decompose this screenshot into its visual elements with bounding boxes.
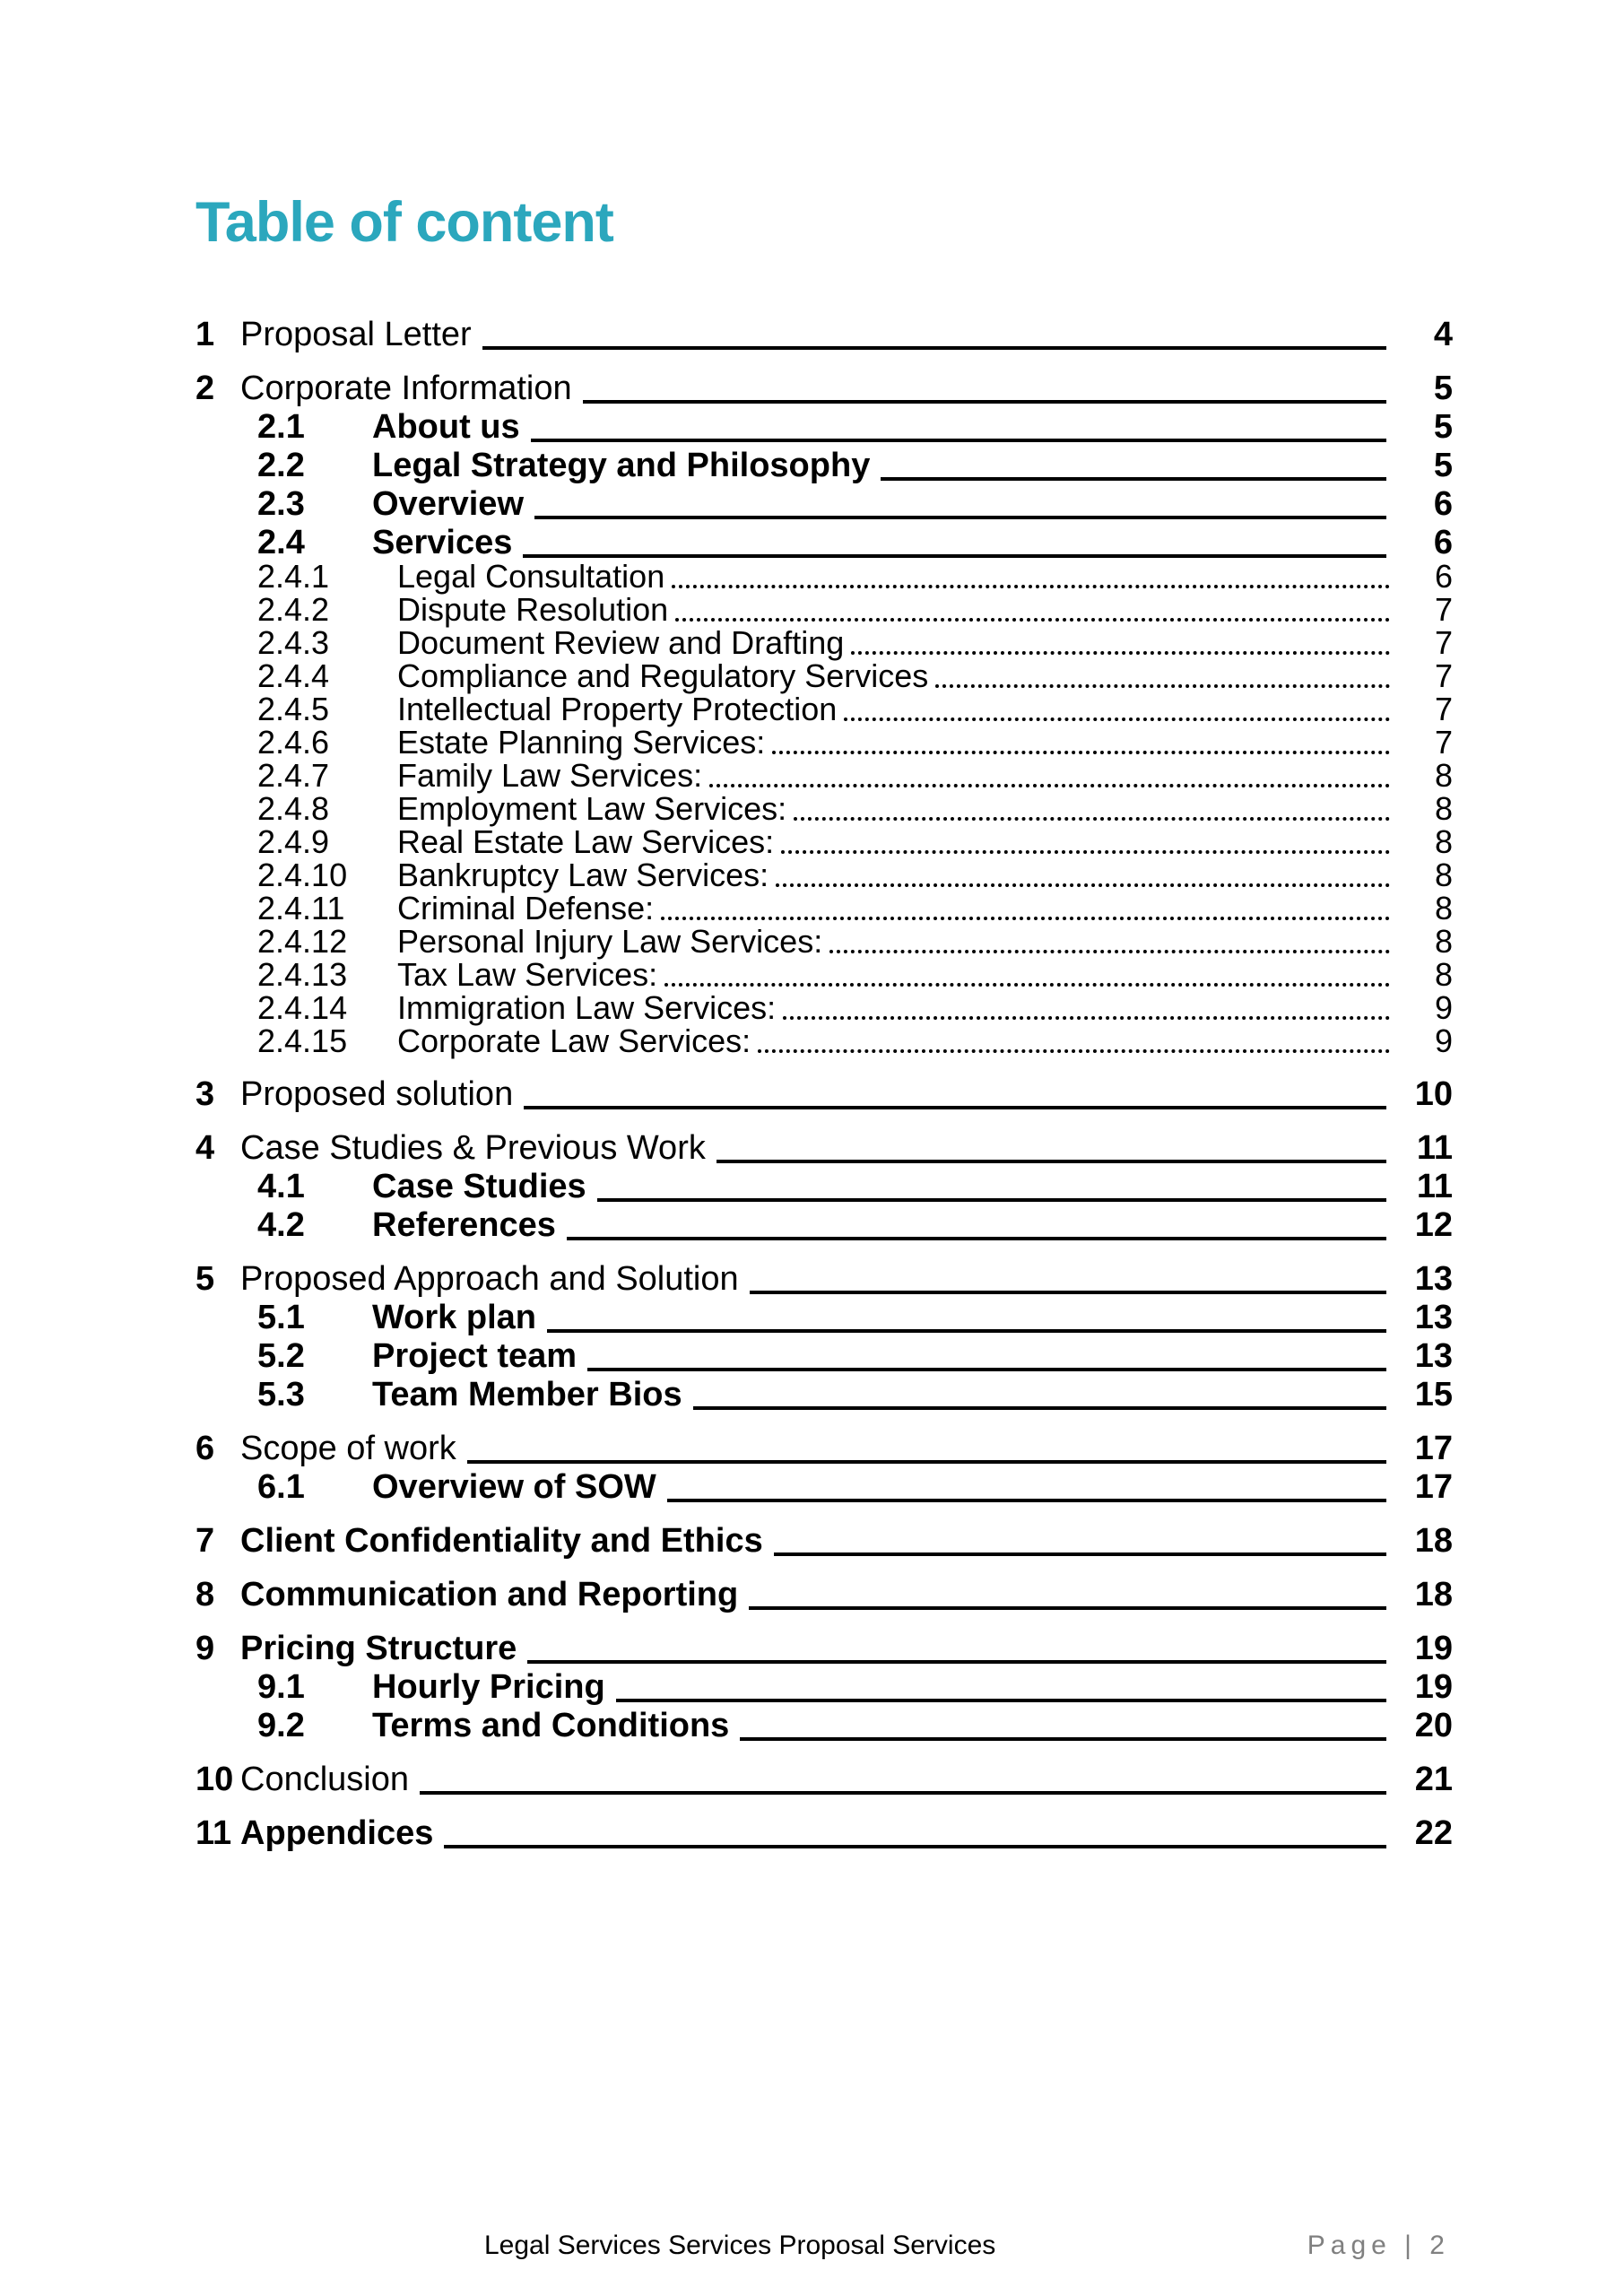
toc-entry-label: Terms and Conditions	[372, 1707, 730, 1744]
toc-entry-page: 20	[1414, 1707, 1453, 1744]
toc-entry[interactable]	[195, 792, 1453, 825]
toc-entry-label: Criminal Defense:	[397, 890, 655, 926]
toc-entry-page: 13	[1414, 1337, 1453, 1375]
toc-leader-line	[829, 950, 1390, 953]
toc-entry-page: 4	[1433, 316, 1453, 353]
toc-leader-line	[482, 346, 1386, 350]
toc-entry-label: Corporate Information	[240, 370, 572, 407]
toc-leader-line	[716, 1160, 1386, 1163]
toc-entry-label: Communication and Reporting	[240, 1576, 739, 1613]
toc-entry-number: 1	[195, 316, 215, 353]
toc-leader-line	[749, 1606, 1386, 1610]
toc-entry[interactable]	[195, 1665, 1453, 1704]
toc-entry-number: 7	[195, 1522, 215, 1560]
toc-leader-line	[693, 1406, 1386, 1410]
toc-entry-page: 8	[1434, 790, 1453, 827]
toc-entry-page: 13	[1414, 1299, 1453, 1336]
toc-leader-line	[881, 477, 1386, 481]
toc-entry-number: 6	[195, 1430, 215, 1467]
toc-entry-page: 8	[1434, 956, 1453, 993]
toc-entry-page: 5	[1433, 408, 1453, 446]
toc-entry-label: Overview	[372, 485, 524, 523]
toc-entry[interactable]	[195, 368, 1453, 405]
toc-leader-line	[547, 1329, 1386, 1333]
toc-leader-line	[664, 983, 1390, 987]
toc-entry-number: 4.2	[257, 1206, 305, 1244]
toc-entry[interactable]	[195, 560, 1453, 593]
page-title: Table of content	[195, 191, 613, 254]
toc-entry-page: 17	[1414, 1468, 1453, 1506]
toc-entry-page: 6	[1433, 485, 1453, 523]
toc-entry-number: 2.4.2	[257, 591, 330, 628]
toc-entry-number: 8	[195, 1576, 215, 1613]
toc-entry-number: 3	[195, 1075, 215, 1113]
toc-entry-number: 2	[195, 370, 215, 407]
toc-leader-line	[774, 1552, 1386, 1556]
toc-leader-line	[935, 684, 1390, 688]
toc-entry[interactable]	[195, 1127, 1453, 1165]
toc-entry-number: 5.2	[257, 1337, 305, 1375]
toc-entry-number: 2.4.14	[257, 989, 348, 1026]
toc-entry-page: 9	[1434, 1022, 1453, 1059]
toc-entry-label: Family Law Services:	[397, 757, 703, 794]
toc-entry-number: 2.4.4	[257, 657, 330, 694]
toc-entry-number: 2.4.15	[257, 1022, 348, 1059]
toc-entry-label: Appendices	[240, 1814, 434, 1852]
footer-page-number: Page | 2	[1307, 2231, 1450, 2260]
toc-entry-page: 19	[1414, 1630, 1453, 1667]
toc-entry[interactable]	[195, 1204, 1453, 1242]
toc-entry[interactable]	[195, 1024, 1453, 1057]
toc-entry-page: 17	[1414, 1430, 1453, 1467]
toc-entry[interactable]	[195, 692, 1453, 726]
toc-entry-page: 6	[1434, 558, 1453, 595]
toc-entry-page: 13	[1414, 1260, 1453, 1298]
toc-entry-page: 6	[1433, 524, 1453, 561]
toc-leader-line	[709, 784, 1390, 787]
toc-leader-line	[467, 1460, 1386, 1464]
toc-entry-label: Employment Law Services:	[397, 790, 787, 827]
toc-entry-number: 2.4.10	[257, 857, 348, 893]
toc-entry-number: 2.4.12	[257, 923, 348, 960]
toc-entry[interactable]	[195, 1258, 1453, 1296]
toc-entry-label: Proposed Approach and Solution	[240, 1260, 739, 1298]
toc-entry-page: 7	[1434, 691, 1453, 727]
toc-entry-label: Work plan	[372, 1299, 536, 1336]
toc-entry-label: Immigration Law Services:	[397, 989, 777, 1026]
toc-entry[interactable]	[195, 659, 1453, 692]
toc-entry[interactable]	[195, 1335, 1453, 1373]
toc-entry-page: 5	[1433, 447, 1453, 484]
toc-entry-label: Dispute Resolution	[397, 591, 669, 628]
toc-entry[interactable]	[195, 891, 1453, 925]
toc-entry-label: Legal Consultation	[397, 558, 665, 595]
toc-entry[interactable]	[195, 726, 1453, 759]
toc-entry-label: Conclusion	[240, 1761, 409, 1798]
toc-entry-label: Team Member Bios	[372, 1376, 682, 1413]
toc-entry-page: 8	[1434, 823, 1453, 860]
toc-entry-page: 8	[1434, 890, 1453, 926]
toc-leader-line	[527, 1660, 1386, 1664]
toc-entry-number: 2.4.9	[257, 823, 330, 860]
toc-entry-page: 11	[1416, 1129, 1453, 1167]
toc-entry-number: 2.4.13	[257, 956, 348, 993]
toc-entry-number: 10	[195, 1761, 234, 1798]
toc-entry[interactable]	[195, 991, 1453, 1024]
toc-entry[interactable]	[195, 1628, 1453, 1665]
toc-entry[interactable]	[195, 626, 1453, 659]
toc-entry-page: 9	[1434, 989, 1453, 1026]
toc-entry[interactable]	[195, 405, 1453, 444]
toc-leader-line	[597, 1198, 1386, 1202]
toc-leader-line	[758, 1049, 1390, 1053]
toc-entry-page: 10	[1414, 1075, 1453, 1113]
toc-entry[interactable]	[195, 759, 1453, 792]
toc-entry-number: 2.4.8	[257, 790, 330, 827]
toc-leader-line	[776, 883, 1390, 887]
toc-entry-label: Legal Strategy and Philosophy	[372, 447, 871, 484]
toc-leader-line	[616, 1699, 1386, 1702]
toc-entry[interactable]	[195, 1574, 1453, 1612]
toc-entry-label: Scope of work	[240, 1430, 456, 1467]
toc-entry-label: Bankruptcy Law Services:	[397, 857, 769, 893]
toc-leader-line	[444, 1845, 1386, 1848]
toc-entry-number: 9.1	[257, 1668, 305, 1706]
toc-entry-number: 2.4.1	[257, 558, 330, 595]
toc-entry-label: Pricing Structure	[240, 1630, 517, 1667]
toc-leader-line	[672, 585, 1390, 588]
toc-leader-line	[783, 1016, 1390, 1020]
toc-entry-page: 15	[1414, 1376, 1453, 1413]
toc-entry-page: 7	[1434, 724, 1453, 761]
toc-entry-number: 2.4.7	[257, 757, 330, 794]
toc-entry-page: 19	[1414, 1668, 1453, 1706]
toc-entry-label: Document Review and Drafting	[397, 624, 845, 661]
toc-entry-number: 5	[195, 1260, 215, 1298]
toc-leader-line	[794, 817, 1390, 821]
toc-entry-page: 8	[1434, 923, 1453, 960]
toc-entry-label: Estate Planning Services:	[397, 724, 766, 761]
toc-entry[interactable]	[195, 314, 1453, 352]
toc-entry-number: 2.1	[257, 408, 305, 446]
toc-leader-line	[740, 1737, 1386, 1741]
toc-entry[interactable]	[195, 593, 1453, 626]
toc-entry-number: 9.2	[257, 1707, 305, 1744]
toc-leader-line	[667, 1499, 1386, 1502]
toc-entry-page: 22	[1414, 1814, 1453, 1852]
toc-entry-label: Corporate Law Services:	[397, 1022, 751, 1059]
toc-entry[interactable]	[195, 958, 1453, 991]
toc-leader-line	[781, 850, 1390, 854]
toc-leader-line	[587, 1368, 1386, 1371]
toc-leader-line	[567, 1237, 1386, 1240]
toc-entry-number: 2.2	[257, 447, 305, 484]
toc-entry-label: Proposal Letter	[240, 316, 472, 353]
toc-entry-number: 5.1	[257, 1299, 305, 1336]
toc-leader-line	[772, 751, 1390, 754]
toc-entry-label: Compliance and Regulatory Services	[397, 657, 929, 694]
toc-entry-label: References	[372, 1206, 556, 1244]
toc-entry[interactable]	[195, 521, 1453, 560]
toc-entry[interactable]	[195, 858, 1453, 891]
toc-entry-number: 11	[195, 1814, 232, 1852]
toc-entry-label: Case Studies & Previous Work	[240, 1129, 706, 1167]
toc-entry-label: Hourly Pricing	[372, 1668, 605, 1706]
toc-entry[interactable]	[195, 1373, 1453, 1412]
toc-entry[interactable]	[195, 1074, 1453, 1111]
toc-entry[interactable]	[195, 925, 1453, 958]
toc-entry[interactable]	[195, 1296, 1453, 1335]
table-of-contents	[195, 298, 1453, 1850]
toc-entry-page: 18	[1414, 1576, 1453, 1613]
toc-entry-page: 12	[1414, 1206, 1453, 1244]
toc-entry[interactable]	[195, 1759, 1453, 1796]
toc-entry-label: About us	[372, 408, 520, 446]
toc-entry-number: 2.4.6	[257, 724, 330, 761]
toc-entry-number: 5.3	[257, 1376, 305, 1413]
toc-entry-label: Real Estate Law Services:	[397, 823, 775, 860]
toc-leader-line	[844, 718, 1390, 721]
toc-entry[interactable]	[195, 1465, 1453, 1504]
toc-entry-number: 4	[195, 1129, 215, 1167]
toc-entry-label: Project team	[372, 1337, 578, 1375]
toc-entry-label: Proposed solution	[240, 1075, 514, 1113]
toc-entry-page: 18	[1414, 1522, 1453, 1560]
toc-entry-page: 5	[1433, 370, 1453, 407]
toc-entry-page: 11	[1416, 1168, 1453, 1205]
toc-entry[interactable]	[195, 444, 1453, 483]
toc-entry-number: 9	[195, 1630, 215, 1667]
footer-doc-title: Legal Services Services Proposal Services	[484, 2231, 996, 2260]
toc-entry-label: Case Studies	[372, 1168, 586, 1205]
toc-entry-number: 2.4.3	[257, 624, 330, 661]
toc-entry-number: 2.4	[257, 524, 305, 561]
toc-leader-line	[750, 1291, 1386, 1294]
toc-entry-label: Services	[372, 524, 513, 561]
toc-entry[interactable]	[195, 1520, 1453, 1558]
toc-entry-page: 7	[1434, 591, 1453, 628]
toc-entry-number: 2.4.5	[257, 691, 330, 727]
toc-entry-number: 2.3	[257, 485, 305, 523]
toc-entry-number: 2.4.11	[257, 890, 345, 926]
toc-entry-label: Overview of SOW	[372, 1468, 656, 1506]
toc-entry-label: Personal Injury Law Services:	[397, 923, 823, 960]
toc-entry[interactable]	[195, 1704, 1453, 1743]
toc-leader-line	[851, 651, 1390, 655]
toc-entry[interactable]	[195, 1165, 1453, 1204]
toc-leader-line	[675, 618, 1390, 622]
toc-entry-page: 8	[1434, 857, 1453, 893]
toc-entry-page: 21	[1414, 1761, 1453, 1798]
toc-entry-number: 6.1	[257, 1468, 305, 1506]
toc-entry-page: 7	[1434, 657, 1453, 694]
toc-entry-number: 4.1	[257, 1168, 305, 1205]
toc-entry-page: 7	[1434, 624, 1453, 661]
toc-entry-label: Client Confidentiality and Ethics	[240, 1522, 763, 1560]
toc-entry[interactable]	[195, 825, 1453, 858]
toc-entry-label: Tax Law Services:	[397, 956, 658, 993]
toc-entry-label: Intellectual Property Protection	[397, 691, 838, 727]
toc-leader-line	[661, 917, 1390, 920]
toc-entry[interactable]	[195, 1428, 1453, 1465]
toc-leader-line	[534, 516, 1386, 519]
toc-leader-line	[531, 439, 1386, 442]
toc-entry[interactable]	[195, 483, 1453, 521]
toc-leader-line	[583, 400, 1386, 404]
toc-entry[interactable]	[195, 1813, 1453, 1850]
toc-entry-page: 8	[1434, 757, 1453, 794]
toc-leader-line	[420, 1791, 1386, 1795]
toc-leader-line	[524, 1106, 1386, 1109]
